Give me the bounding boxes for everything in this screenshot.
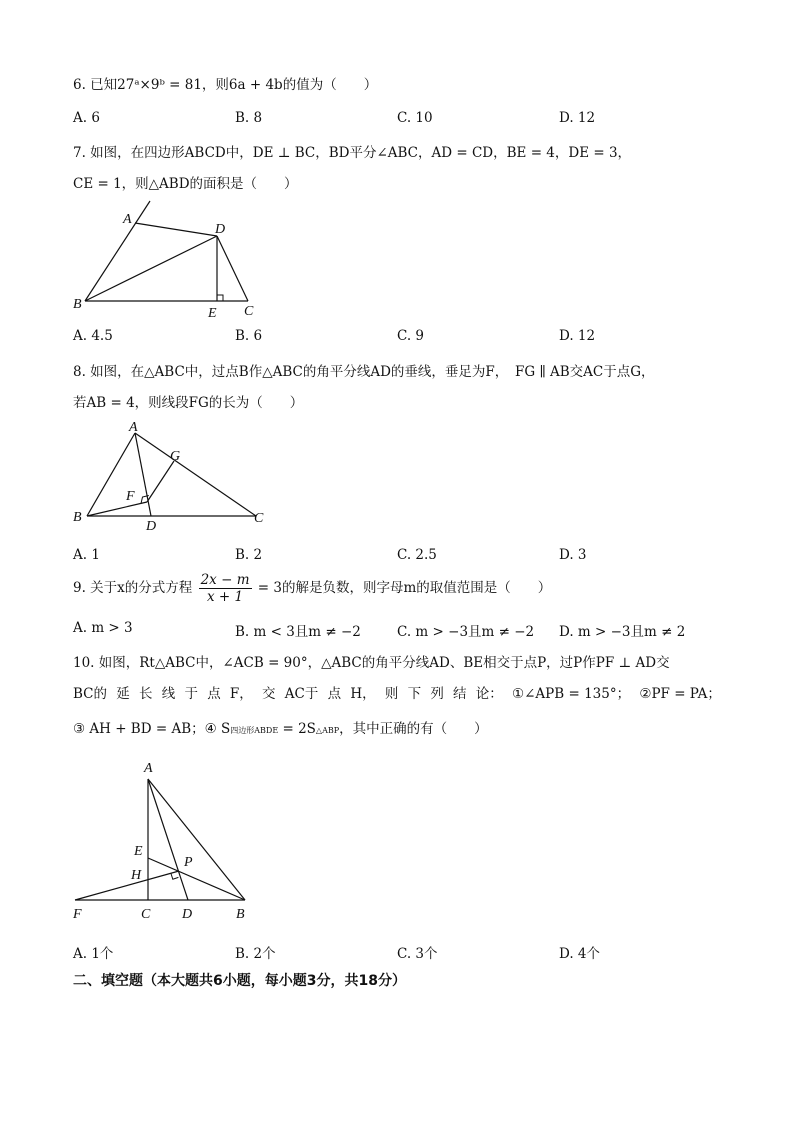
q7-label-b: B: [73, 297, 82, 312]
q9-stem: [73, 572, 551, 605]
q9-option-b: B. m < 3且m ≠ −2: [235, 624, 361, 640]
q7-label-c: C: [244, 304, 254, 319]
q10-line2-part: 结: [453, 686, 467, 702]
q10-stem-line2: [73, 682, 721, 702]
q6-option-b: B. 8: [235, 110, 263, 126]
q10-line2-part: H，: [350, 686, 376, 702]
q10-line2-part: AC于: [284, 686, 319, 702]
q7-label-e: E: [208, 306, 217, 321]
q10-line2-part: BC的: [73, 686, 108, 702]
q10-stem-line3: [73, 717, 488, 737]
q8-option-c: C. 2.5: [397, 547, 437, 563]
q10-option-a: A. 1个: [73, 946, 114, 962]
q7-stem-line2: CE = 1，则△ABD的面积是（ ）: [73, 176, 298, 192]
q10-label-e: E: [134, 844, 143, 859]
q8-option-a: A. 1: [73, 547, 100, 563]
q10-line2-part: F，: [229, 686, 253, 702]
q8-label-c: C: [254, 511, 264, 526]
q10-line2-part: 于: [184, 686, 198, 702]
q10-line2-part: 点: [207, 686, 221, 702]
q10-line2-part: 论：: [475, 686, 503, 702]
q10-line3-post: ，其中正确的有（ ）: [339, 721, 488, 737]
q9-option-c: C. m > −3且m ≠ −2: [397, 624, 535, 640]
q10-option-b: B. 2个: [235, 946, 276, 962]
q10-stem-line1: 10. 如图，Rt△ABC中，∠ACB = 90°，△ABC的角平分线AD、BE相交于点P，过P作PF ⊥ AD交: [73, 655, 670, 671]
q9-stem-post: = 3的解是负数，则字母m的取值范围是（ ）: [257, 580, 552, 596]
q8-stem-line2: 若AB = 4，则线段FG的长为（ ）: [73, 395, 304, 411]
q10-label-h: H: [131, 868, 142, 883]
q7-option-d: D. 12: [559, 328, 596, 344]
q9-option-a: A. m > 3: [73, 620, 133, 636]
q10-label-d: D: [182, 907, 193, 922]
q10-line3-sub2: △ABP: [315, 726, 340, 735]
q10-line2-part: 列: [430, 686, 444, 702]
q6-stem: 6. 已知27ᵃ×9ᵇ = 81，则6a + 4b的值为（ ）: [73, 77, 378, 93]
q8-stem-line1: 8. 如图，在△ABC中，过点B作△ABC的角平分线AD的垂线，垂足为F， FG ∥ AB交AC于点G，: [73, 364, 655, 380]
q10-label-a: A: [144, 761, 153, 776]
q6-option-c: C. 10: [397, 110, 433, 126]
q9-fraction-numerator: 2x − m: [200, 572, 250, 588]
q8-label-f: F: [126, 489, 135, 504]
q10-label-f: F: [73, 907, 82, 922]
q8-label-a: A: [129, 420, 138, 435]
q10-line2-part: 下: [407, 686, 422, 702]
q10-label-c: C: [141, 907, 151, 922]
q7-figure: [70, 195, 270, 325]
q10-line3-sub1: 四边形ABDE: [230, 726, 279, 735]
q8-label-d: D: [146, 519, 157, 533]
q8-option-b: B. 2: [235, 547, 263, 563]
q9-fraction: [199, 572, 252, 605]
q10-line2-part: 则: [384, 686, 399, 702]
q8-option-d: D. 3: [559, 547, 587, 563]
q9-fraction-denominator: x + 1: [206, 589, 244, 605]
q7-stem-line1: 7. 如图，在四边形ABCD中，DE ⊥ BC，BD平分∠ABC，AD = CD，BE = 4，DE = 3，: [73, 145, 632, 161]
q10-label-b: B: [236, 907, 245, 922]
q10-line2-part: 延: [116, 686, 130, 702]
q10-line2-part: ①∠APB = 135°；: [512, 686, 631, 702]
q8-figure: [70, 418, 275, 533]
q7-label-a: A: [123, 212, 132, 227]
q10-option-c: C. 3个: [397, 946, 438, 962]
q9-option-d: D. m > −3且m ≠ 2: [559, 624, 686, 640]
q10-option-d: D. 4个: [559, 946, 601, 962]
q10-line2-part: 线: [161, 686, 176, 702]
q10-line2-part: 长: [138, 686, 153, 702]
q10-figure: [70, 755, 260, 930]
q7-option-a: A. 4.5: [73, 328, 113, 344]
q6-option-d: D. 12: [559, 110, 596, 126]
section-heading: 二、填空题（本大题共6小题，每小题3分，共18分）: [73, 973, 406, 989]
q6-option-a: A. 6: [73, 110, 100, 126]
q7-label-d: D: [215, 222, 226, 237]
q8-label-g: G: [170, 449, 181, 464]
q10-line2-part: 点: [327, 686, 342, 702]
q10-line2-part: ②PF = PA；: [639, 686, 721, 702]
q10-line3-mid: = 2S: [278, 721, 316, 737]
q10-label-p: P: [184, 855, 193, 870]
q9-stem-pre: 9. 关于x的分式方程: [73, 580, 193, 596]
q8-label-b: B: [73, 510, 82, 525]
q7-option-b: B. 6: [235, 328, 263, 344]
q10-line2-part: 交: [262, 686, 276, 702]
q7-option-c: C. 9: [397, 328, 425, 344]
q10-line3-pre: ③ AH + BD = AB；④ S: [73, 721, 231, 737]
